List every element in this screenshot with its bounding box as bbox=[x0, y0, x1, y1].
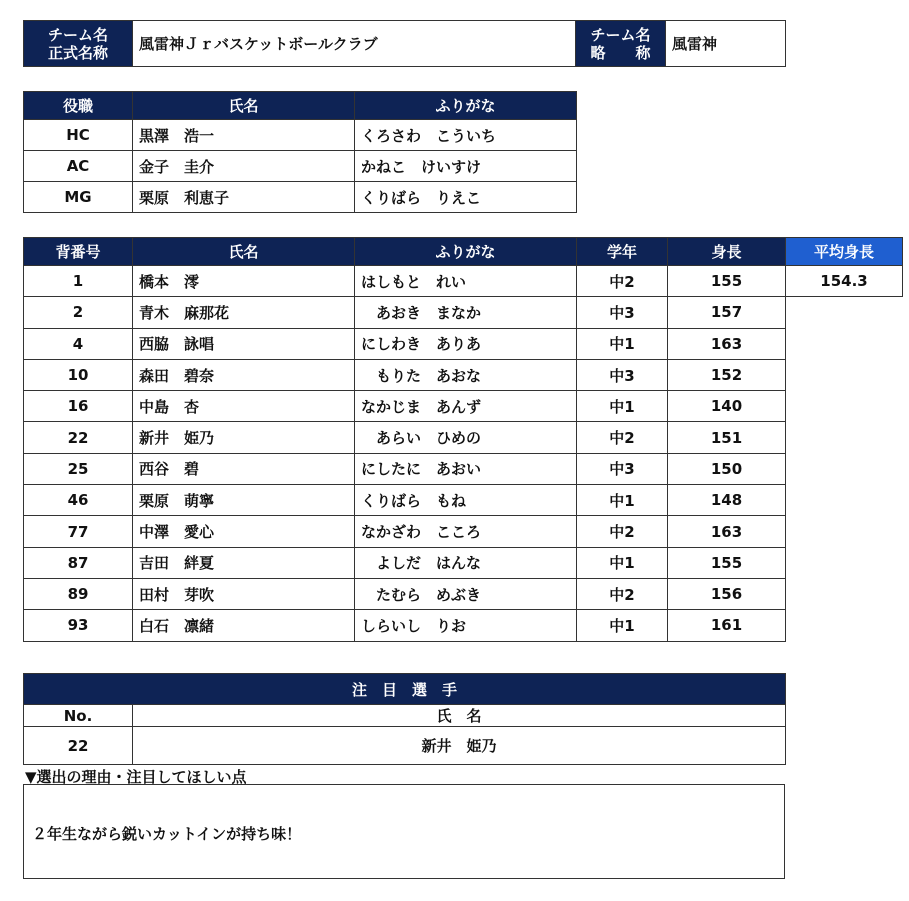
player-furigana: くりばら もね bbox=[355, 485, 577, 516]
player-name: 中澤 愛心 bbox=[133, 516, 355, 547]
empty-cell bbox=[786, 391, 903, 422]
player-furigana: なかざわ こころ bbox=[355, 516, 577, 547]
player-name: 中島 杏 bbox=[133, 391, 355, 422]
table-row bbox=[24, 547, 903, 578]
table-row bbox=[24, 266, 903, 297]
table-row bbox=[24, 297, 903, 328]
player-height: 152 bbox=[668, 359, 786, 390]
focus-header-name: 氏 名 bbox=[133, 705, 786, 727]
player-name: 西脇 詠唱 bbox=[133, 328, 355, 359]
table-row bbox=[24, 151, 577, 182]
table-row bbox=[24, 328, 903, 359]
player-name: 橋本 澪 bbox=[133, 266, 355, 297]
reason-text: ２年生ながら鋭いカットインが持ち味！ bbox=[32, 825, 302, 843]
player-name: 田村 芽吹 bbox=[133, 578, 355, 609]
staff-furigana: くろさわ こういち bbox=[355, 120, 577, 151]
official-name-label: チーム名 正式名称 bbox=[24, 21, 133, 67]
staff-name: 金子 圭介 bbox=[133, 151, 355, 182]
official-name-value: 風雷神Ｊｒバスケットボールクラブ bbox=[133, 21, 576, 67]
empty-cell bbox=[786, 578, 903, 609]
player-furigana: にしたに あおい bbox=[355, 453, 577, 484]
reason-box bbox=[23, 784, 785, 879]
focus-title: 注 目 選 手 bbox=[24, 674, 786, 705]
player-height: 151 bbox=[668, 422, 786, 453]
players-header-name: 氏名 bbox=[133, 238, 355, 266]
player-grade: 中3 bbox=[577, 453, 668, 484]
staff-header-role: 役職 bbox=[24, 92, 133, 120]
staff-header-name: 氏名 bbox=[133, 92, 355, 120]
empty-cell bbox=[786, 422, 903, 453]
player-height: 156 bbox=[668, 578, 786, 609]
player-name: 白石 凛緒 bbox=[133, 610, 355, 641]
player-name: 栗原 萌寧 bbox=[133, 485, 355, 516]
player-grade: 中1 bbox=[577, 328, 668, 359]
average-height-label: 平均身長 bbox=[786, 238, 903, 266]
empty-cell bbox=[786, 297, 903, 328]
empty-cell bbox=[786, 485, 903, 516]
players-table bbox=[23, 237, 903, 642]
players-header-furigana: ふりがな bbox=[355, 238, 577, 266]
staff-role: AC bbox=[24, 151, 133, 182]
player-name: 新井 姫乃 bbox=[133, 422, 355, 453]
average-height-value: 154.3 bbox=[786, 266, 903, 297]
table-row bbox=[24, 120, 577, 151]
player-number: 2 bbox=[24, 297, 133, 328]
players-header-height: 身長 bbox=[668, 238, 786, 266]
focus-player-name: 新井 姫乃 bbox=[133, 727, 786, 765]
players-header-grade: 学年 bbox=[577, 238, 668, 266]
empty-cell bbox=[786, 453, 903, 484]
players-header-number: 背番号 bbox=[24, 238, 133, 266]
player-furigana: もりた あおな bbox=[355, 359, 577, 390]
staff-role: MG bbox=[24, 182, 133, 213]
table-row bbox=[24, 182, 577, 213]
focus-player-no: 22 bbox=[24, 727, 133, 765]
player-height: 157 bbox=[668, 297, 786, 328]
player-grade: 中1 bbox=[577, 391, 668, 422]
staff-role: HC bbox=[24, 120, 133, 151]
player-furigana: よしだ はんな bbox=[355, 547, 577, 578]
staff-table bbox=[23, 91, 577, 213]
player-grade: 中3 bbox=[577, 297, 668, 328]
player-number: 25 bbox=[24, 453, 133, 484]
player-number: 77 bbox=[24, 516, 133, 547]
table-row bbox=[24, 610, 903, 641]
staff-furigana: かねこ けいすけ bbox=[355, 151, 577, 182]
player-grade: 中2 bbox=[577, 266, 668, 297]
player-height: 140 bbox=[668, 391, 786, 422]
player-furigana: なかじま あんず bbox=[355, 391, 577, 422]
player-furigana: しらいし りお bbox=[355, 610, 577, 641]
reason-title: ▼選出の理由・注目してほしい点 bbox=[25, 768, 247, 786]
table-row bbox=[24, 422, 903, 453]
player-number: 22 bbox=[24, 422, 133, 453]
player-number: 87 bbox=[24, 547, 133, 578]
staff-furigana: くりばら りえこ bbox=[355, 182, 577, 213]
player-height: 163 bbox=[668, 328, 786, 359]
table-row bbox=[24, 359, 903, 390]
table-row bbox=[24, 391, 903, 422]
table-row bbox=[24, 485, 903, 516]
player-number: 1 bbox=[24, 266, 133, 297]
empty-cell bbox=[786, 328, 903, 359]
player-number: 46 bbox=[24, 485, 133, 516]
empty-cell bbox=[786, 547, 903, 578]
staff-name: 黒澤 浩一 bbox=[133, 120, 355, 151]
player-height: 148 bbox=[668, 485, 786, 516]
staff-header-furigana: ふりがな bbox=[355, 92, 577, 120]
focus-player-table bbox=[23, 673, 786, 765]
player-furigana: たむら めぶき bbox=[355, 578, 577, 609]
player-grade: 中2 bbox=[577, 578, 668, 609]
player-name: 西谷 碧 bbox=[133, 453, 355, 484]
player-name: 青木 麻那花 bbox=[133, 297, 355, 328]
short-name-value: 風雷神 bbox=[666, 21, 786, 67]
empty-cell bbox=[786, 610, 903, 641]
table-row bbox=[24, 578, 903, 609]
player-height: 150 bbox=[668, 453, 786, 484]
staff-name: 栗原 利恵子 bbox=[133, 182, 355, 213]
player-furigana: にしわき ありあ bbox=[355, 328, 577, 359]
player-height: 155 bbox=[668, 547, 786, 578]
player-furigana: あらい ひめの bbox=[355, 422, 577, 453]
player-grade: 中1 bbox=[577, 610, 668, 641]
table-row bbox=[24, 516, 903, 547]
player-grade: 中1 bbox=[577, 547, 668, 578]
player-grade: 中2 bbox=[577, 422, 668, 453]
player-grade: 中1 bbox=[577, 485, 668, 516]
focus-header-no: No. bbox=[24, 705, 133, 727]
player-number: 93 bbox=[24, 610, 133, 641]
player-furigana: はしもと れい bbox=[355, 266, 577, 297]
player-number: 10 bbox=[24, 359, 133, 390]
player-number: 89 bbox=[24, 578, 133, 609]
player-height: 163 bbox=[668, 516, 786, 547]
table-row bbox=[24, 453, 903, 484]
team-name-table bbox=[23, 20, 786, 67]
player-height: 155 bbox=[668, 266, 786, 297]
player-name: 森田 碧奈 bbox=[133, 359, 355, 390]
short-name-label: チーム名 略 称 bbox=[576, 21, 666, 67]
player-height: 161 bbox=[668, 610, 786, 641]
player-grade: 中3 bbox=[577, 359, 668, 390]
player-furigana: あおき まなか bbox=[355, 297, 577, 328]
empty-cell bbox=[786, 516, 903, 547]
player-grade: 中2 bbox=[577, 516, 668, 547]
player-number: 4 bbox=[24, 328, 133, 359]
player-name: 吉田 絆夏 bbox=[133, 547, 355, 578]
empty-cell bbox=[786, 359, 903, 390]
player-number: 16 bbox=[24, 391, 133, 422]
